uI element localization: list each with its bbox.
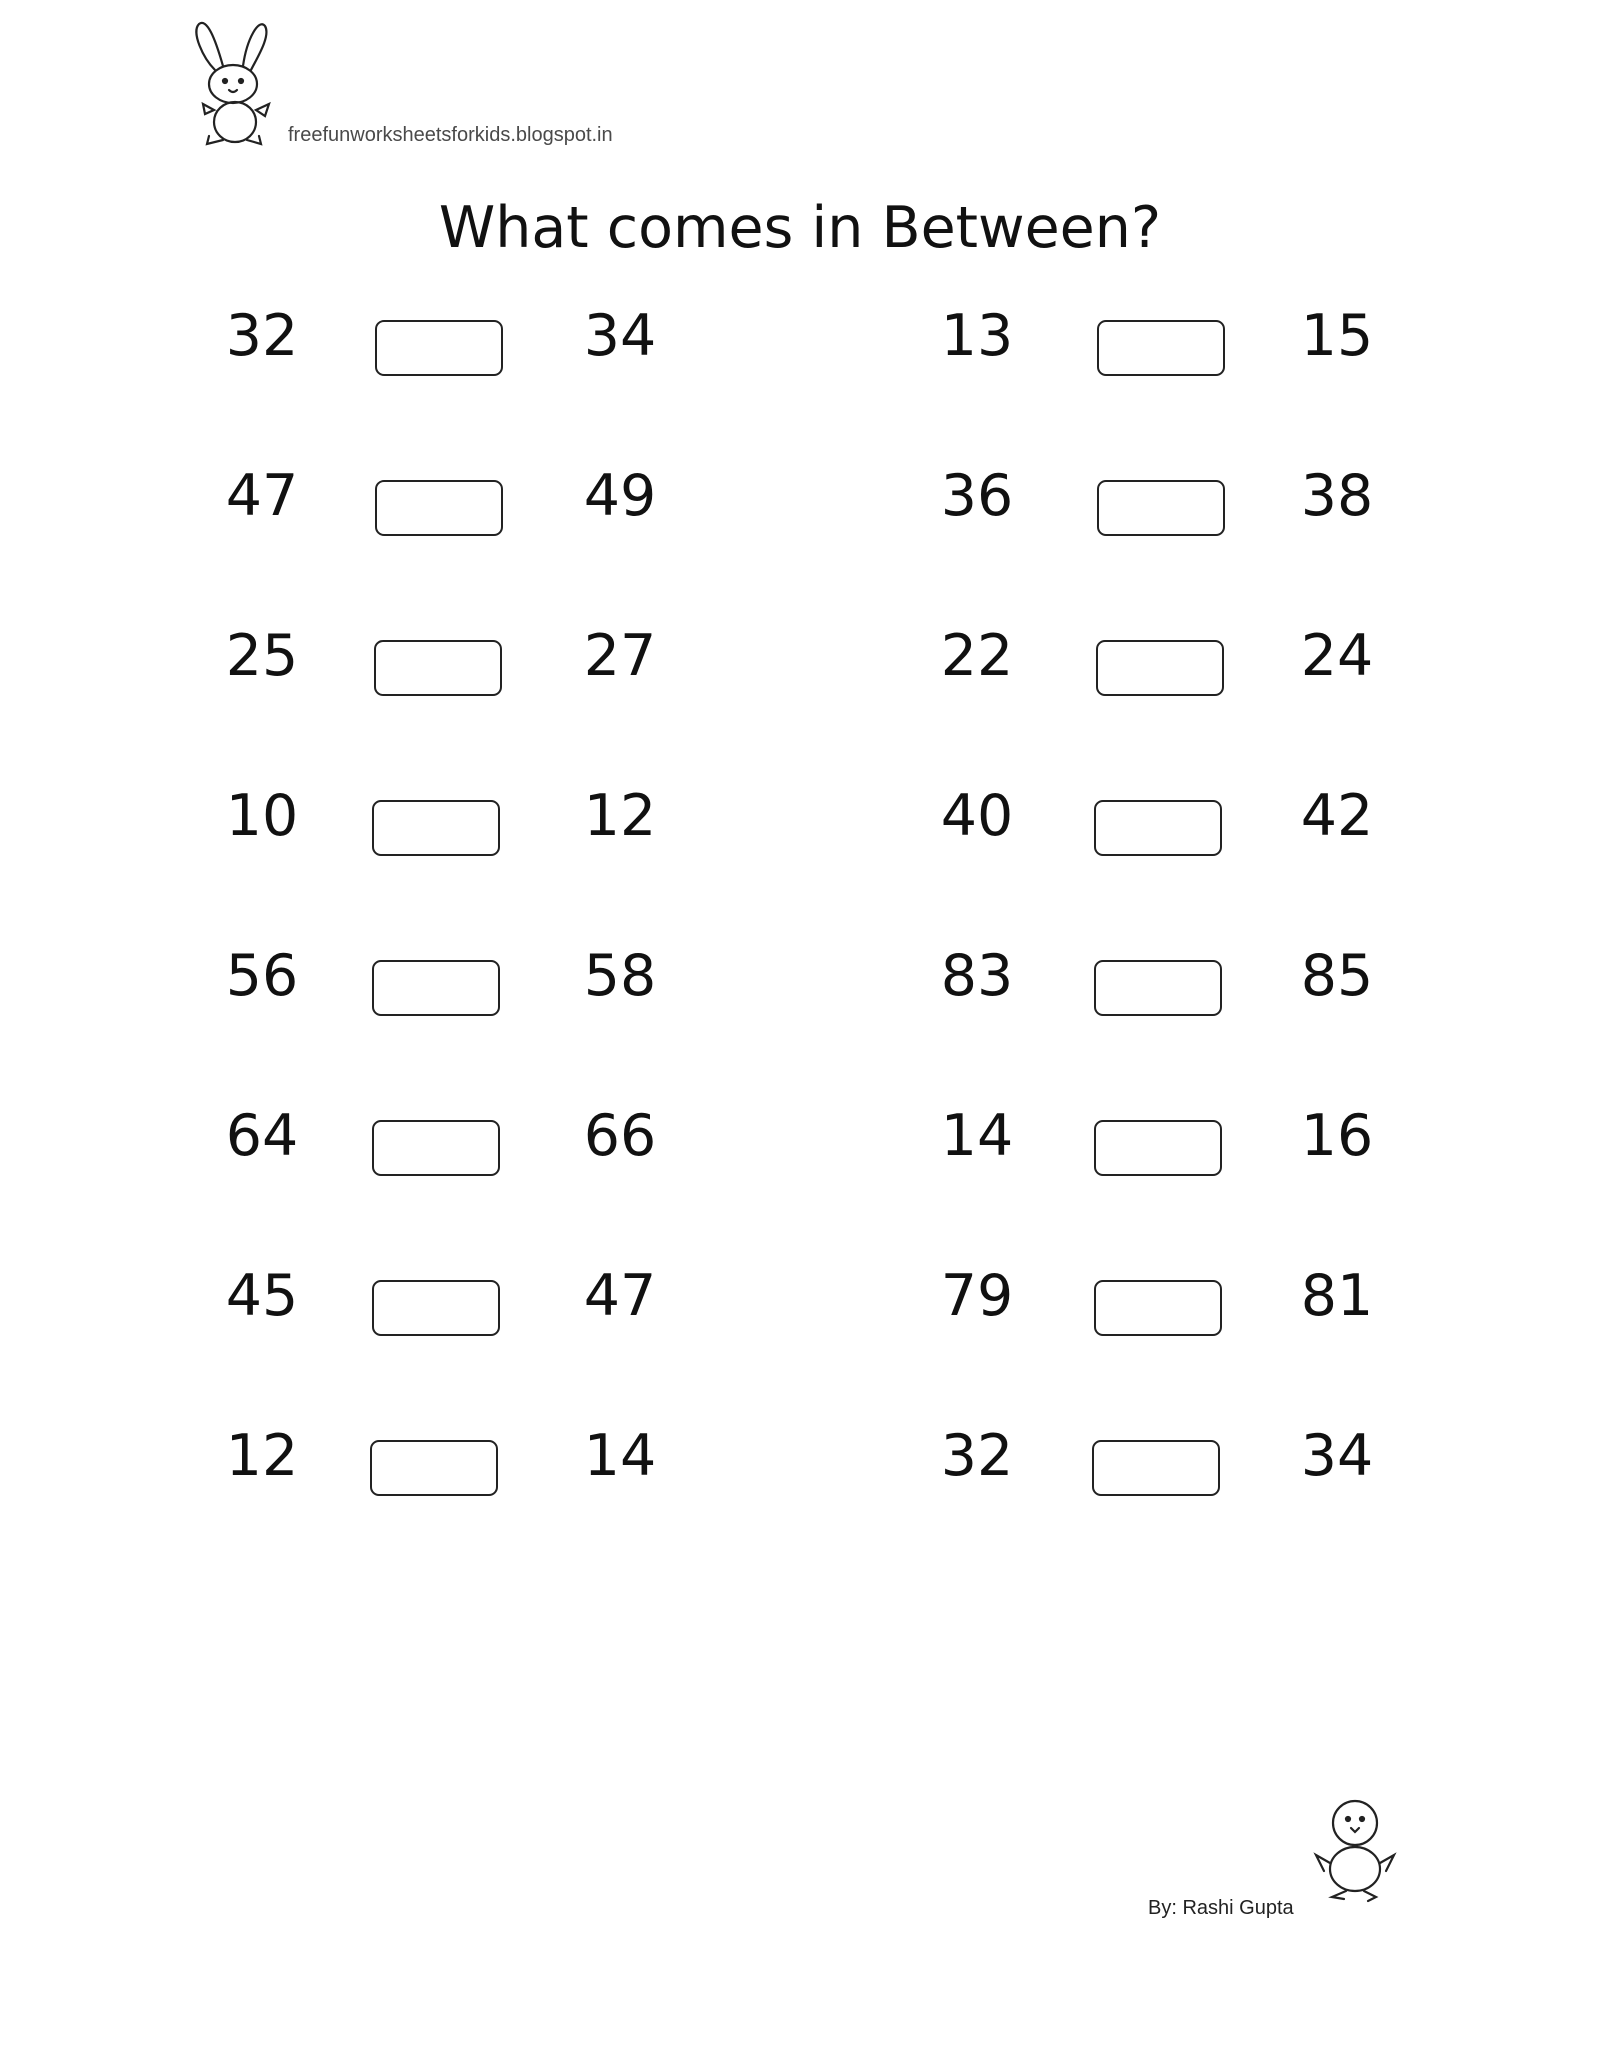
left-number-before: 32: [225, 303, 299, 369]
right-number-after: 81: [1300, 1263, 1374, 1329]
left-answer-box[interactable]: [372, 1120, 500, 1176]
right-number-after: 34: [1300, 1423, 1374, 1489]
right-number-after: 85: [1300, 943, 1374, 1009]
left-answer-box[interactable]: [372, 1280, 500, 1336]
left-number-before: 25: [225, 623, 299, 689]
left-answer-box[interactable]: [375, 480, 503, 536]
right-number-before: 83: [940, 943, 1014, 1009]
right-number-before: 13: [940, 303, 1014, 369]
right-number-after: 15: [1300, 303, 1374, 369]
right-number-after: 38: [1300, 463, 1374, 529]
right-number-before: 22: [940, 623, 1014, 689]
left-number-after: 49: [583, 463, 657, 529]
right-number-after: 16: [1300, 1103, 1374, 1169]
left-number-before: 10: [225, 783, 299, 849]
right-answer-box[interactable]: [1094, 960, 1222, 1016]
chick-icon: [1310, 1795, 1400, 1905]
right-number-before: 32: [940, 1423, 1014, 1489]
right-answer-box[interactable]: [1094, 800, 1222, 856]
right-number-after: 42: [1300, 783, 1374, 849]
left-number-after: 27: [583, 623, 657, 689]
left-number-before: 45: [225, 1263, 299, 1329]
right-number-after: 24: [1300, 623, 1374, 689]
left-number-before: 12: [225, 1423, 299, 1489]
left-answer-box[interactable]: [374, 640, 502, 696]
author-credit: By: Rashi Gupta: [1148, 1897, 1294, 1919]
site-url: freefunworksheetsforkids.blogspot.in: [288, 124, 613, 146]
left-number-after: 34: [583, 303, 657, 369]
right-number-before: 79: [940, 1263, 1014, 1329]
left-answer-box[interactable]: [370, 1440, 498, 1496]
page-title: What comes in Between?: [438, 195, 1162, 261]
bunny-icon: [185, 18, 285, 148]
right-number-before: 40: [940, 783, 1014, 849]
left-answer-box[interactable]: [375, 320, 503, 376]
left-number-after: 14: [583, 1423, 657, 1489]
right-answer-box[interactable]: [1094, 1120, 1222, 1176]
left-number-after: 58: [583, 943, 657, 1009]
left-number-before: 64: [225, 1103, 299, 1169]
left-number-before: 47: [225, 463, 299, 529]
right-answer-box[interactable]: [1096, 640, 1224, 696]
left-number-after: 12: [583, 783, 657, 849]
right-answer-box[interactable]: [1097, 480, 1225, 536]
right-number-before: 14: [940, 1103, 1014, 1169]
left-number-after: 47: [583, 1263, 657, 1329]
right-answer-box[interactable]: [1097, 320, 1225, 376]
left-number-after: 66: [583, 1103, 657, 1169]
right-answer-box[interactable]: [1094, 1280, 1222, 1336]
left-number-before: 56: [225, 943, 299, 1009]
right-number-before: 36: [940, 463, 1014, 529]
left-answer-box[interactable]: [372, 800, 500, 856]
right-answer-box[interactable]: [1092, 1440, 1220, 1496]
left-answer-box[interactable]: [372, 960, 500, 1016]
